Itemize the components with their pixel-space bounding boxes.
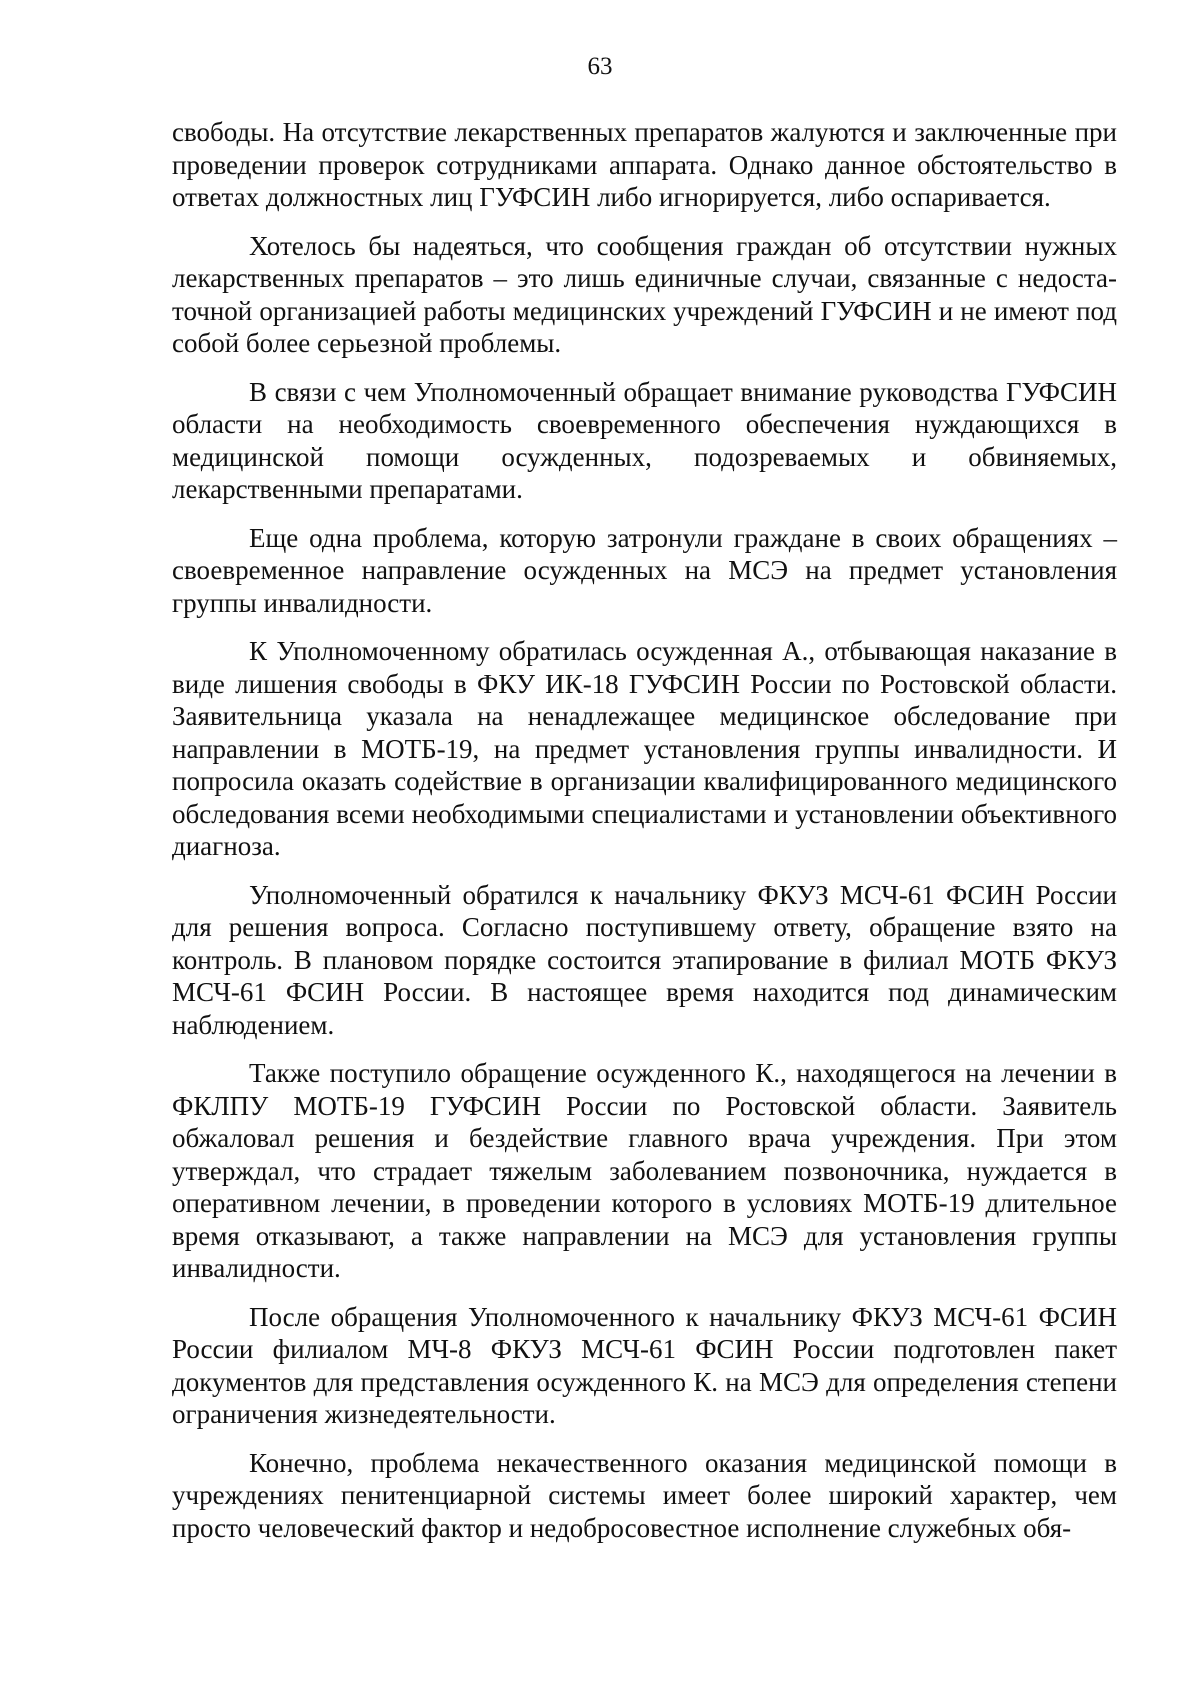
page-number: 63 [587, 53, 613, 80]
paragraph-4: Еще одна проблема, которую затронули граждане в своих обращениях – своевременное направление осужденных на МСЭ на предмет установления группы инвалидности. [172, 522, 1117, 618]
paragraph-5: К Уполномоченному обратилась осужденная А., отбывающая наказание в виде лишения свободы в ФКУ ИК-18 ГУФСИН России по Ростовской области. Заявительница указала на ненадлежащее медицинское обследование при направлении в МОТБ-19, на предмет установления группы инвалидности. И попросила оказать содействие в организации квалифицированного медицинского обследования всеми необходимыми специалистами и установлении объективного диагноза. [172, 636, 1117, 861]
paragraph-9: Конечно, проблема некачественного оказания медицинской помощи в учреждениях пенитенциарной системы имеет более широкий характер, чем просто человеческий фактор и недобросовестное исполнение служебных обя- [172, 1447, 1117, 1543]
paragraph-6: Уполномоченный обратился к начальнику ФКУЗ МСЧ-61 ФСИН России для решения вопроса. Согласно поступившему ответу, обращение взято на контроль. В плановом порядке состоится этапирование в филиал МОТБ ФКУЗ МСЧ-61 ФСИН России. В настоящее время находится под динамическим наблюдением. [172, 879, 1117, 1040]
paragraph-8: После обращения Уполномоченного к начальнику ФКУЗ МСЧ-61 ФСИН России филиалом МЧ-8 ФКУЗ МСЧ-61 ФСИН России подготовлен пакет документов для представления осужденного К. на МСЭ для определения степени ограничения жизнедеятельности. [172, 1301, 1117, 1429]
paragraph-7: Также поступило обращение осужденного К., находящегося на лечении в ФКЛПУ МОТБ-19 ГУФСИН России по Ростовской области. Заявитель обжаловал решения и бездействие главного врача учреждения. При этом утверждал, что страдает тяжелым заболеванием позвоночника, нуждается в оперативном лечении, в проведении которого в условиях МОТБ-19 длительное время отказывают, а также направлении на МСЭ для установления группы инвалидности. [172, 1058, 1117, 1283]
paragraph-2: Хотелось бы надеяться, что сообщения граждан об отсутствии нужных лекарственных препаратов – это лишь единичные случаи, связанные с недостаточной организацией работы медицинских учреждений ГУФСИН и не имеют под собой более серьезной проблемы. [172, 230, 1117, 358]
paragraph-1: свободы. На отсутствие лекарственных препаратов жалуются и заключенные при проведении проверок сотрудниками аппарата. Однако данное обстоятельство в ответах должностных лиц ГУФСИН либо игнорируется, либо оспаривается. [172, 117, 1117, 212]
paragraph-3: В связи с чем Уполномоченный обращает внимание руководства ГУФСИН области на необходимость своевременного обеспечения нуждающихся в медицинской помощи осужденных, подозреваемых и обвиняемых, лекарственными препаратами. [172, 376, 1117, 504]
document-body [172, 116, 1117, 1544]
